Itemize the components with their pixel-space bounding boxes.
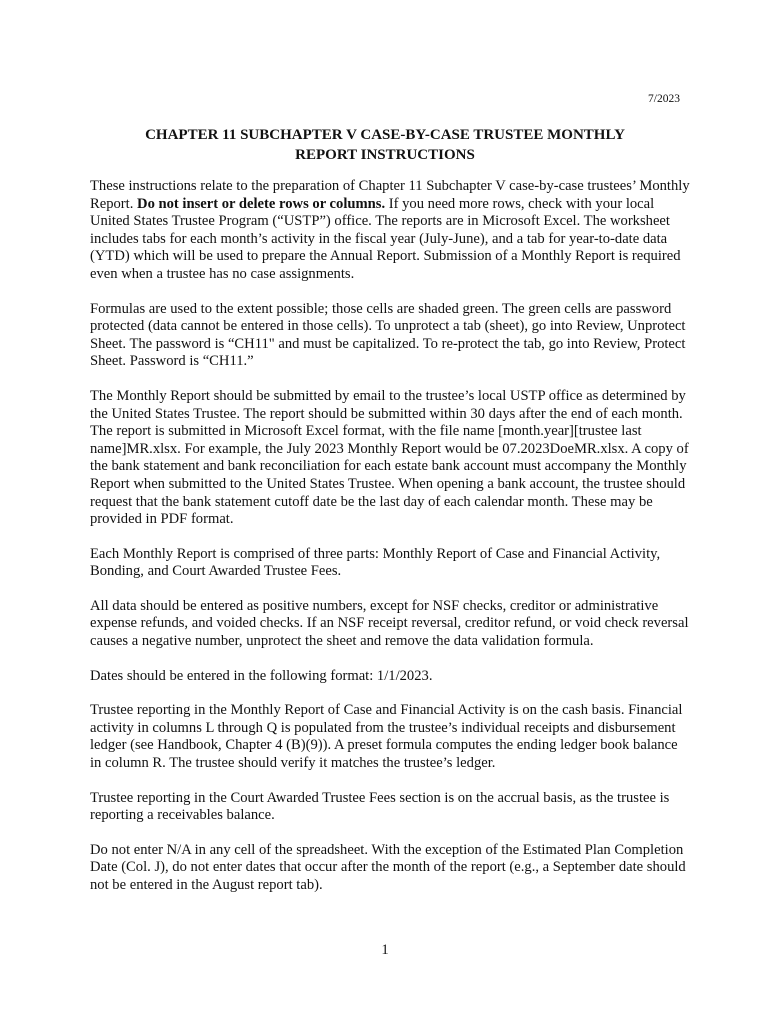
paragraph-no-na: Do not enter N/A in any cell of the spreadsheet. With the exception of the Estimated Plan Completion Date (Col. J), do not enter dates that occur after the month of the report (e.g., a September date should not be entered in the August report tab). <box>90 841 686 893</box>
paragraph-intro-text-b: If you need more rows, check with your local United States Trustee Program (“USTP”) office. The reports are in Microsoft Excel. The worksheet includes tabs for each month’s activity in the fiscal year (July-June), and a tab for year-to-date data (YTD) which will be used to prepare the Annual Report. Submission of a Monthly Report is required even when a trustee has no case assignments. <box>90 195 681 282</box>
paragraph-accrual-basis: Trustee reporting in the Court Awarded Trustee Fees section is on the accrual basis, as the trustee is reporting a receivables balance. <box>90 789 670 824</box>
paragraph-cash-basis: Trustee reporting in the Monthly Report of Case and Financial Activity is on the cash basis. Financial activity in columns L through Q is populated from the trustee’s individual receipts and disbursement ledger (see Handbook, Chapter 4 (B)(9)). A preset formula computes the ending ledger book balance in column R. The trustee should verify it matches the trustee’s ledger. <box>90 702 683 772</box>
title-line-1: CHAPTER 11 SUBCHAPTER V CASE-BY-CASE TRUSTEE MONTHLY <box>145 127 625 143</box>
paragraph-date-format: Dates should be entered in the following format: 1/1/2023. <box>90 667 433 684</box>
title-line-2: REPORT INSTRUCTIONS <box>295 147 475 163</box>
paragraph-formulas: Formulas are used to the extent possible; those cells are shaded green. The green cells are password protected (data cannot be entered in those cells). To unprotect a tab (sheet), go into Review, Unprotect Sheet. The password is “CH11" and must be capitalized. To re-protect the tab, go into Review, Protect Sheet. Password is “CH11.” <box>90 300 686 370</box>
paragraph-submission: The Monthly Report should be submitted by email to the trustee’s local USTP office as determined by the United States Trustee. The report should be submitted within 30 days after the end of each month. The report is submitted in Microsoft Excel format, with the file name [month.year][trustee last name]MR.xlsx. For example, the July 2023 Monthly Report would be 07.2023DoeMR.xlsx. A copy of the bank statement and bank reconciliation for each estate bank account must accompany the Monthly Report when submitted to the United States Trustee. When opening a bank account, the trustee should request that the bank statement cutoff date be the last day of each calendar month. These may be provided in PDF format. <box>90 387 689 528</box>
paragraph-positive-numbers: All data should be entered as positive numbers, except for NSF checks, creditor or administrative expense refunds, and voided checks. If an NSF receipt reversal, creditor refund, or void check reversal causes a negative number, unprotect the sheet and remove the data validation formula. <box>90 597 689 650</box>
page-number: 1 <box>381 942 389 958</box>
document-title <box>90 125 680 165</box>
paragraph-intro-text-a: These instructions relate to the preparation of Chapter 11 Subchapter V case-by-case trustees’ Monthly Report. <box>90 178 690 212</box>
document-body <box>90 178 690 912</box>
paragraph-parts: Each Monthly Report is comprised of three parts: Monthly Report of Case and Financial Activity, Bonding, and Court Awarded Trustee Fees. <box>90 545 661 580</box>
paragraph-intro <box>90 178 690 284</box>
paragraph-intro-bold: Do not insert or delete rows or columns. <box>137 195 386 212</box>
document-date: 7/2023 <box>648 93 680 105</box>
